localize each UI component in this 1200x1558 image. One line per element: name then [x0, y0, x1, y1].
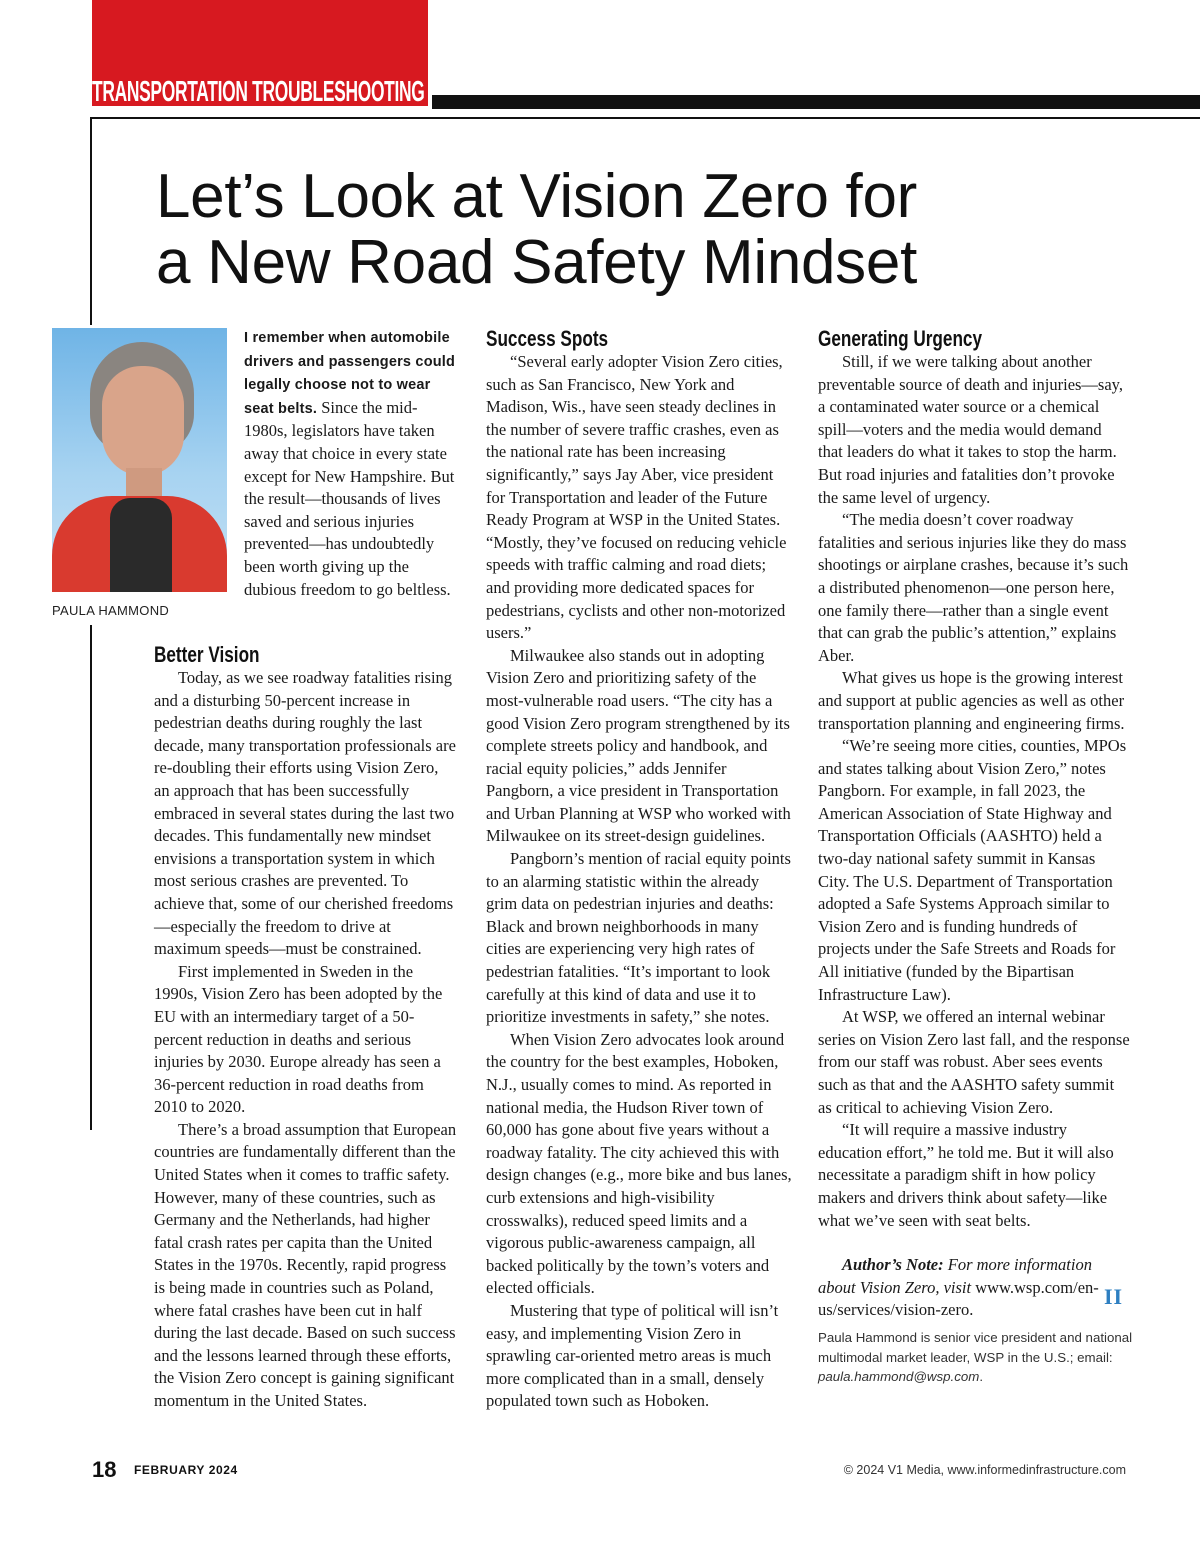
issue-date: FEBRUARY 2024 [134, 1463, 238, 1477]
author-note-link[interactable]: www.wsp.com/en-us/services/vision-zero [818, 1277, 1099, 1320]
heading-success-spots: Success Spots [486, 326, 609, 351]
body-paragraph: Today, as we see roadway fatalities rising and a disturbing 50-percent increase in pedestrian deaths during roughly the last decade, many transportation professionals are re-doubling their efforts using Vision Zero, an approach that has been successfully embraced in several states during the last two decades. This fundamentally new mindset envisions a transportation system in which most serious crashes are prevented. To achieve that, some of our cherished freedoms—especially the freedom to drive at maximum speeds—must be constrained. [154, 668, 456, 959]
body-paragraph: When Vision Zero advocates look around the country for the best examples, Hoboken, N.J., usually comes to mind. As reported in national media, the Hudson River town of 60,000 has gone about five years without a roadway fatality. The city achieved this with design changes (e.g., more bike and bus lanes, curb extensions and high-visibility crosswalks), reduced speed limits and a vigorous public-awareness campaign, all backed politically by the town’s voters and elected officials. [486, 1029, 792, 1298]
column-success-spots [486, 327, 792, 1413]
photo-face [102, 366, 184, 476]
author-photo [52, 328, 227, 592]
body-paragraph: Pangborn’s mention of racial equity points to an alarming statistic within the already grim data on pedestrian injuries and deaths: Black and brown neighborhoods in many cities are experiencing very high rates of pedestrian fatalities. “It’s important to look carefully at this kind of data and use it to prioritize investments in safety,” she notes. [486, 849, 791, 1027]
title-line-2: a New Road Safety Mindset [156, 228, 917, 297]
article-title [156, 164, 1036, 296]
frame-rule-top [90, 117, 1200, 119]
heading-generating-urgency: Generating Urgency [818, 326, 983, 351]
copyright-line: © 2024 V1 Media, www.informedinfrastructure.com [843, 1463, 1126, 1477]
body-paragraph: Milwaukee also stands out in adopting Vision Zero and prioritizing safety of the most-vulnerable road users. “The city has a good Vision Zero program strengthened by its complete streets policy and handbook, and racial equity policies,” adds Jennifer Pangborn, a vice president in Transportation and Urban Planning at WSP who worked with Milwaukee on its street-design guidelines. [486, 645, 791, 846]
intro-block [244, 326, 458, 601]
body-paragraph: What gives us hope is the growing interest and support at public agencies as well as other transportation planning and engineering firms. [818, 668, 1125, 733]
author-note-label: Author’s Note: [842, 1255, 944, 1275]
frame-rule-left [90, 117, 92, 325]
body-paragraph: “Several early adopter Vision Zero cities, such as San Francisco, New York and Madison, Wis., have seen steady declines in the number of severe traffic crashes, even as the national rate has been increasing significantly,” says Jay Aber, vice president for Transportation and leader of the Future Ready Program at WSP in the United States. “Mostly, they’ve focused on reducing vehicle speeds with traffic calming and road diets; and providing more dedicated spaces for pedestrians, cyclists and other non-motorized users.” [486, 352, 787, 643]
author-email[interactable]: paula.hammond@wsp.com [818, 1369, 980, 1384]
title-line-1: Let’s Look at Vision Zero for [156, 162, 918, 231]
kicker-rule [432, 95, 1200, 109]
column-generating-urgency [818, 327, 1130, 1322]
column-better-vision [154, 643, 458, 1413]
author-note [818, 1254, 1130, 1322]
body-paragraph: At WSP, we offered an internal webinar series on Vision Zero last fall, and the response from our staff was robust. Aber sees events such as that and the AASHTO safety summit as critical to achieving Vision Zero. [818, 1007, 1130, 1117]
body-paragraph: “We’re seeing more cities, counties, MPOs and states talking about Vision Zero,” notes Pangborn. For example, in fall 2023, the American Association of State Highway and Transportation Officials (AASHTO) held a two-day national safety summit in Kansas City. The U.S. Department of Transportation adopted a Safe Systems Approach similar to Vision Zero and is funding hundreds of projects under the Safe Streets and Roads for All initiative (funded by the Bipartisan Infrastructure Law). [818, 736, 1127, 1004]
body-paragraph: There’s a broad assumption that European countries are fundamentally different than the United States when it comes to traffic safety. However, many of these countries, such as Germany and the Netherlands, had higher fatal crash rates per capita than the United States in the 1970s. Recently, rapid progress is being made in countries such as Poland, where fatal crashes have been cut in half during the last decade. Based on such success and the lessons learned through these efforts, the Vision Zero concept is gaining significant momentum in the United States. [154, 1119, 457, 1410]
page-number: 18 [92, 1457, 117, 1482]
body-paragraph: Still, if we were talking about another preventable source of death and injuries—say, a contaminated water source or a chemical spill—voters and the media would demand that leaders do what it takes to stop the harm. But road injuries and fatalities don’t provoke the same level of urgency. [818, 352, 1123, 507]
body-paragraph: First implemented in Sweden in the 1990s, Vision Zero has been adopted by the EU with an intermediary target of a 50-percent reduction in deaths and serious injuries by 2030. Europe already has seen a 36-percent reduction in road deaths from 2010 to 2020. [154, 961, 443, 1117]
body-paragraph: “It will require a massive industry education effort,” he told me. But it will also necessitate a paradigm shift in how policy makers and drivers think about safety—like what we’ve seen with seat belts. [818, 1120, 1114, 1230]
author-bio-end: . [979, 1369, 984, 1384]
section-kicker: TRANSPORTATION TROUBLESHOOTING [92, 76, 425, 108]
photo-top [110, 498, 172, 592]
heading-better-vision: Better Vision [154, 642, 260, 667]
author-note-end: . [969, 1300, 974, 1320]
body-paragraph: Mustering that type of political will isn’t easy, and implementing Vision Zero in sprawling car-oriented metro areas is much more complicated than in a small, densely populated town such as Hoboken. [486, 1300, 779, 1411]
author-bio [818, 1328, 1133, 1387]
author-note-text: For more information about Vision Zero, visit [818, 1255, 1092, 1297]
photo-caption: PAULA HAMMOND [52, 603, 170, 618]
intro-lead: I remember when automobile drivers and passengers could legally choose not to wear seat belts. [244, 330, 456, 417]
intro-paragraph [244, 326, 458, 601]
intro-rest: Since the mid-1980s, legislators have taken away that choice in every state except for New Hampshire. But the result—thousands of lives saved and serious injuries prevented—has undoubtedly been worth giving up the dubious freedom to go beltless. [244, 397, 455, 599]
author-bio-text: Paula Hammond is senior vice president and national multimodal market leader, WSP in the U.S.; email: [818, 1330, 1133, 1365]
frame-rule-left-lower [90, 625, 92, 1130]
body-paragraph: “The media doesn’t cover roadway fatalities and serious injuries like they do mass shootings or airplane crashes, because it’s such a distributed phenomenon—one person here, one family there—rather than a single event that can grab the public’s attention,” explains Aber. [818, 510, 1129, 665]
end-of-article-mark: II [1104, 1284, 1124, 1309]
